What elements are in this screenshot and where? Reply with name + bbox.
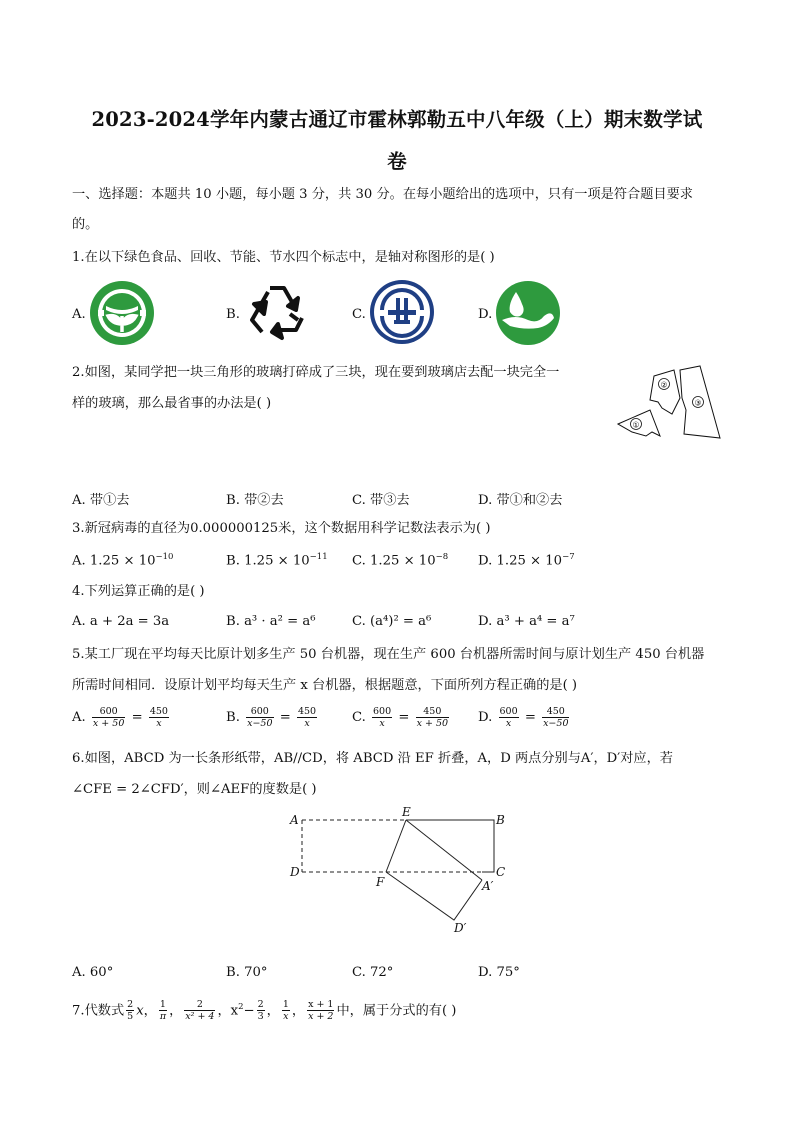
q3-option-d: D. $1.25 \times 10^{-7}$: [478, 552, 575, 569]
q3-option-b: B. $1.25 \times 10^{-11}$: [226, 552, 328, 569]
q6-stem-line1: 6.如图，ABCD 为一长条形纸带，AB//CD，将 ABCD 沿 EF 折叠，A，D 两点分别与A′，D′对应，若: [72, 751, 673, 766]
label-f: F: [376, 875, 385, 889]
q2-stem-line2: 样的玻璃，那么最省事的办法是( ): [72, 396, 272, 411]
q4-option-b: B. a³ · a² = a⁶: [226, 614, 316, 629]
label-d-prime: D′: [454, 921, 467, 935]
q6-option-b: B. 70°: [226, 965, 268, 980]
q1-option-b-label: B.: [226, 307, 240, 322]
q3-option-c: C. $1.25 \times 10^{-8}$: [352, 552, 449, 569]
broken-glass-figure: [612, 362, 726, 442]
title-line1: 2023-2024学年内蒙古通辽市霍林郭勒五中八年级（上）期末数学试: [91, 108, 703, 131]
q6-option-d: D. 75°: [478, 965, 520, 980]
edge-ebc: [406, 820, 494, 872]
label-d: D: [290, 865, 300, 879]
q3-option-a: A. $1.25 \times 10^{-10}$: [72, 552, 174, 569]
q3-stem: 3.新冠病毒的直径为0.000000125米，这个数据用科学记数法表示为( ): [72, 521, 491, 536]
label-c: C: [496, 865, 506, 879]
q2-stem-line1: 2.如图，某同学把一块三角形的玻璃打碎成了三块，现在要到玻璃店去配一块完全一: [72, 365, 560, 380]
q6-option-a: A. 60°: [72, 965, 114, 980]
glass-piece-2: [650, 370, 680, 414]
fold-figure: [282, 800, 512, 940]
edge-fd-prime-a-prime: [386, 872, 482, 920]
q2-option-c: C. 带③去: [352, 493, 410, 508]
q2-option-b: B. 带②去: [226, 493, 284, 508]
q6-option-c: C. 72°: [352, 965, 394, 980]
q1-option-a-label: A.: [72, 307, 86, 322]
q2-option-d: D. 带①和②去: [478, 493, 563, 508]
q1-option-c-label: C.: [352, 307, 366, 322]
q7-stem: 7.代数式 $\frac{2}{5}$ x， $\frac{1}{\pi}$ ， $\frac{2}{\text{x² + 4}}$ ，$x^2-$ $\frac{2}{3}$ ， $\frac{1}{x}$ ， $\frac{x + 1}{x + 2}$ 中，属于分式的有( ): [72, 999, 457, 1023]
label-a: A: [290, 813, 299, 827]
q5-option-d: D. $\frac{600}{x}$ = $\frac{450}{x-50}$: [478, 706, 569, 729]
title-line2: 卷: [387, 150, 407, 173]
green-food-logo-icon: [88, 280, 156, 346]
piece-1-label: ①: [632, 420, 640, 430]
q1-option-d-label: D.: [478, 307, 493, 322]
label-e: E: [402, 805, 411, 819]
q1-stem: 1.在以下绿色食品、回收、节能、节水四个标志中，是轴对称图形的是( ): [72, 250, 495, 265]
section1-instruction-cont: 的。: [72, 217, 99, 232]
q4-stem: 4.下列运算正确的是( ): [72, 584, 205, 599]
q5-option-a: A. $\frac{600}{x + 50}$ = $\frac{450}{x}$: [72, 706, 168, 729]
water-saving-logo-icon: [494, 280, 562, 346]
q5-stem-line2: 所需时间相同．设原计划平均每天生产 x 台机器，根据题意，下面所列方程正确的是( ): [72, 678, 578, 693]
fold-line-ef: [386, 820, 406, 872]
q6-stem-line2: ∠CFE = 2∠CFD′，则∠AEF的度数是( ): [72, 782, 317, 797]
label-b: B: [496, 813, 505, 827]
energy-saving-logo-icon: [368, 278, 436, 346]
recycle-logo-icon: [244, 280, 310, 346]
section1-instruction: 一、选择题：本题共 10 小题，每小题 3 分，共 30 分。在每小题给出的选项中，只有一项是符合题目要求: [72, 187, 693, 202]
q4-option-a: A. a + 2a = 3a: [72, 614, 170, 629]
edge-ea-prime: [406, 820, 482, 880]
q5-stem-line1: 5.某工厂现在平均每天比原计划多生产 50 台机器，现在生产 600 台机器所需时间与原计划生产 450 台机器: [72, 647, 705, 662]
q4-option-d: D. a³ + a⁴ = a⁷: [478, 614, 575, 629]
piece-3-label: ③: [694, 398, 702, 408]
label-a-prime: A′: [482, 879, 494, 893]
q2-option-a: A. 带①去: [72, 493, 130, 508]
piece-2-label: ②: [660, 380, 668, 390]
q4-option-c: C. (a⁴)² = a⁶: [352, 614, 432, 629]
q5-option-c: C. $\frac{600}{x}$ = $\frac{450}{x + 50}$: [352, 706, 449, 729]
q5-option-b: B. $\frac{600}{x-50}$ = $\frac{450}{x}$: [226, 706, 317, 729]
